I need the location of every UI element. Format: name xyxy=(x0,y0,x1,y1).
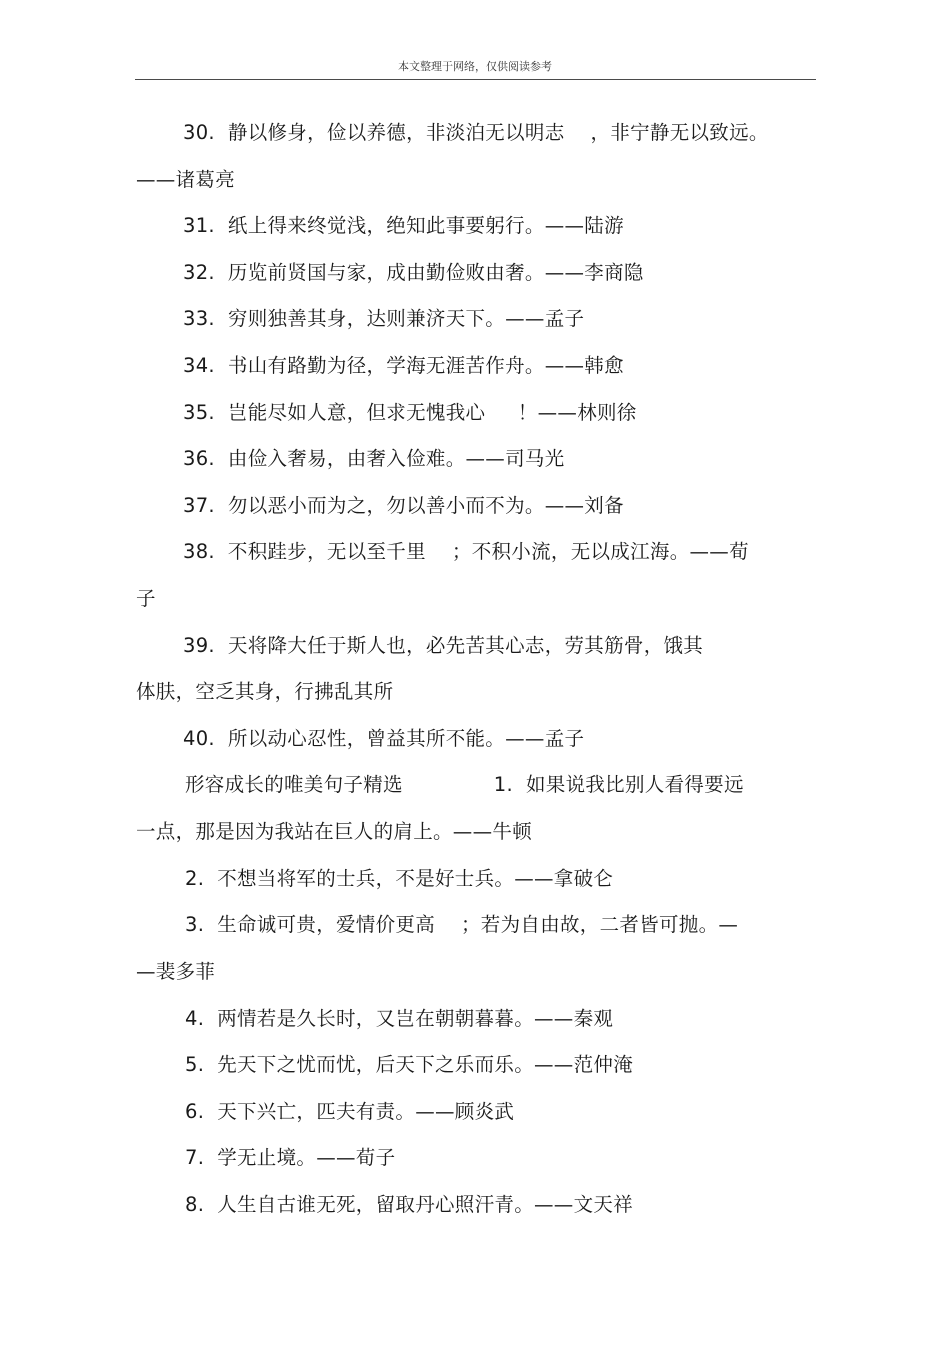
quote-5: 5. 先天下之忧而忧，后天下之乐而乐。——范仲淹 xyxy=(185,1053,634,1076)
quote-6: 6. 天下兴亡，匹夫有责。——顾炎武 xyxy=(185,1100,515,1123)
header-divider xyxy=(135,79,816,80)
quote-30-author: ——诸葛亮 xyxy=(136,168,235,191)
section-title-and-quote-1: 形容成长的唯美句子精选 1. 如果说我比别人看得要远 xyxy=(185,773,744,796)
quote-38: 38. 不积跬步，无以至千里 ；不积小流，无以成江海。——荀 xyxy=(183,540,749,563)
quote-3-continued: —裴多菲 xyxy=(136,960,216,983)
quote-1-continued: 一点，那是因为我站在巨人的肩上。——牛顿 xyxy=(136,820,533,843)
quote-31: 31. 纸上得来终觉浅，绝知此事要躬行。——陆游 xyxy=(183,214,624,237)
quote-40: 40. 所以动心忍性，曾益其所不能。——孟子 xyxy=(183,727,585,750)
quote-37: 37. 勿以恶小而为之，勿以善小而不为。——刘备 xyxy=(183,494,624,517)
quote-39: 39. 天将降大任于斯人也，必先苦其心志，劳其筋骨，饿其 xyxy=(183,634,704,657)
quote-8: 8. 人生自古谁无死，留取丹心照汗青。——文天祥 xyxy=(185,1193,634,1216)
quote-38-continued: 子 xyxy=(136,587,156,610)
quote-2: 2. 不想当将军的士兵，不是好士兵。——拿破仑 xyxy=(185,867,614,890)
quote-39-continued: 体肤，空乏其身，行拂乱其所 xyxy=(136,680,394,703)
quote-34: 34. 书山有路勤为径，学海无涯苦作舟。——韩愈 xyxy=(183,354,624,377)
quote-36: 36. 由俭入奢易，由奢入俭难。——司马光 xyxy=(183,447,565,470)
quote-3: 3. 生命诚可贵，爱情价更高 ；若为自由故，二者皆可抛。— xyxy=(185,913,739,936)
quote-4: 4. 两情若是久长时，又岂在朝朝暮暮。——秦观 xyxy=(185,1007,614,1030)
page-header: 本文整理于网络，仅供阅读参考 xyxy=(398,60,552,73)
quote-30: 30. 静以修身，俭以养德，非淡泊无以明志 ，非宁静无以致远。 xyxy=(183,121,769,144)
quote-35: 35. 岂能尽如人意，但求无愧我心 ！——林则徐 xyxy=(183,401,637,424)
quote-32: 32. 历览前贤国与家，成由勤俭败由奢。——李商隐 xyxy=(183,261,644,284)
quote-33: 33. 穷则独善其身，达则兼济天下。——孟子 xyxy=(183,307,585,330)
quote-7: 7. 学无止境。——荀子 xyxy=(185,1146,396,1169)
